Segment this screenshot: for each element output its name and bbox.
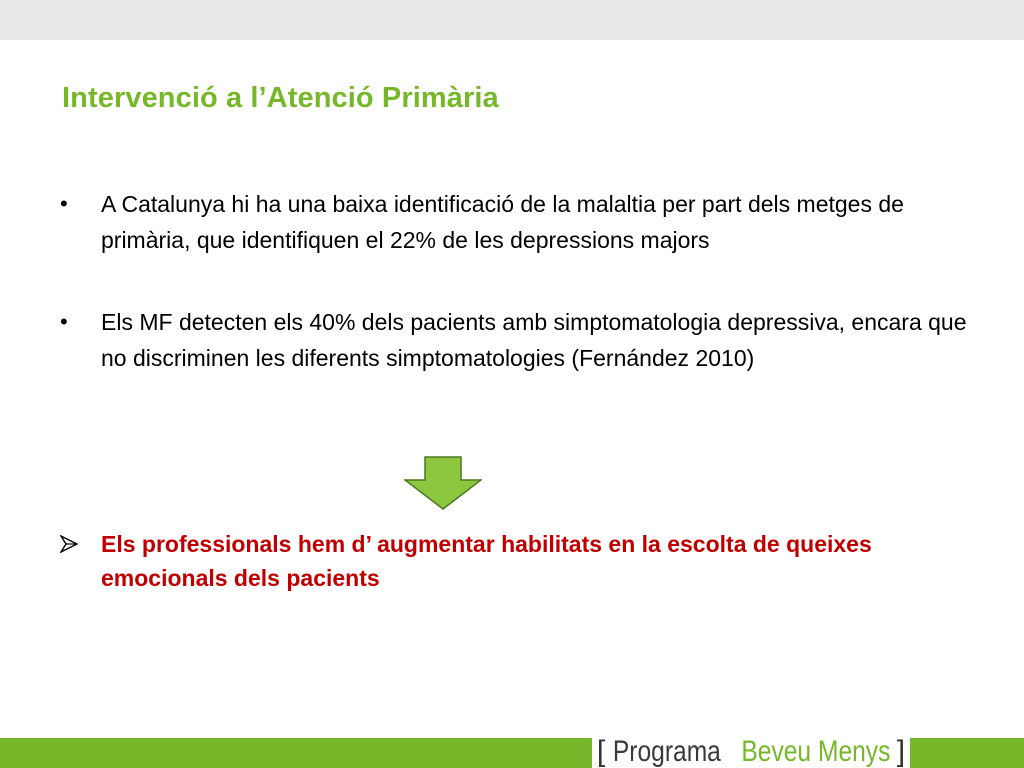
logo-word-programa: Programa bbox=[613, 735, 722, 768]
arrow-down-icon bbox=[404, 456, 482, 510]
program-logo bbox=[592, 736, 910, 768]
highlight-item bbox=[60, 527, 970, 595]
logo-open-bracket: [ bbox=[596, 735, 606, 768]
bullet-dot: • bbox=[60, 191, 68, 216]
bullet-text: A Catalunya hi ha una baixa identificació de la malaltia per part dels metges de primària, que identifiquen el 22% de les depressions majors bbox=[101, 191, 904, 253]
top-band bbox=[0, 0, 1024, 40]
arrowhead-icon bbox=[60, 535, 78, 553]
bullet-list bbox=[60, 186, 970, 376]
logo-close-bracket: ] bbox=[896, 735, 906, 768]
slide-title: Intervenció a l’Atenció Primària bbox=[62, 82, 499, 114]
bullet-item bbox=[60, 186, 970, 258]
bullet-dot: • bbox=[60, 309, 68, 334]
bullet-item bbox=[60, 304, 970, 376]
highlight-text: Els professionals hem d’ augmentar habilitats en la escolta de queixes emocionals dels pacients bbox=[101, 531, 872, 591]
logo-word-beveu-menys: Beveu Menys bbox=[741, 735, 891, 768]
bullet-text: Els MF detecten els 40% dels pacients amb simptomatologia depressiva, encara que no discriminen les diferents simptomatologies (Fernández 2010) bbox=[101, 309, 967, 371]
